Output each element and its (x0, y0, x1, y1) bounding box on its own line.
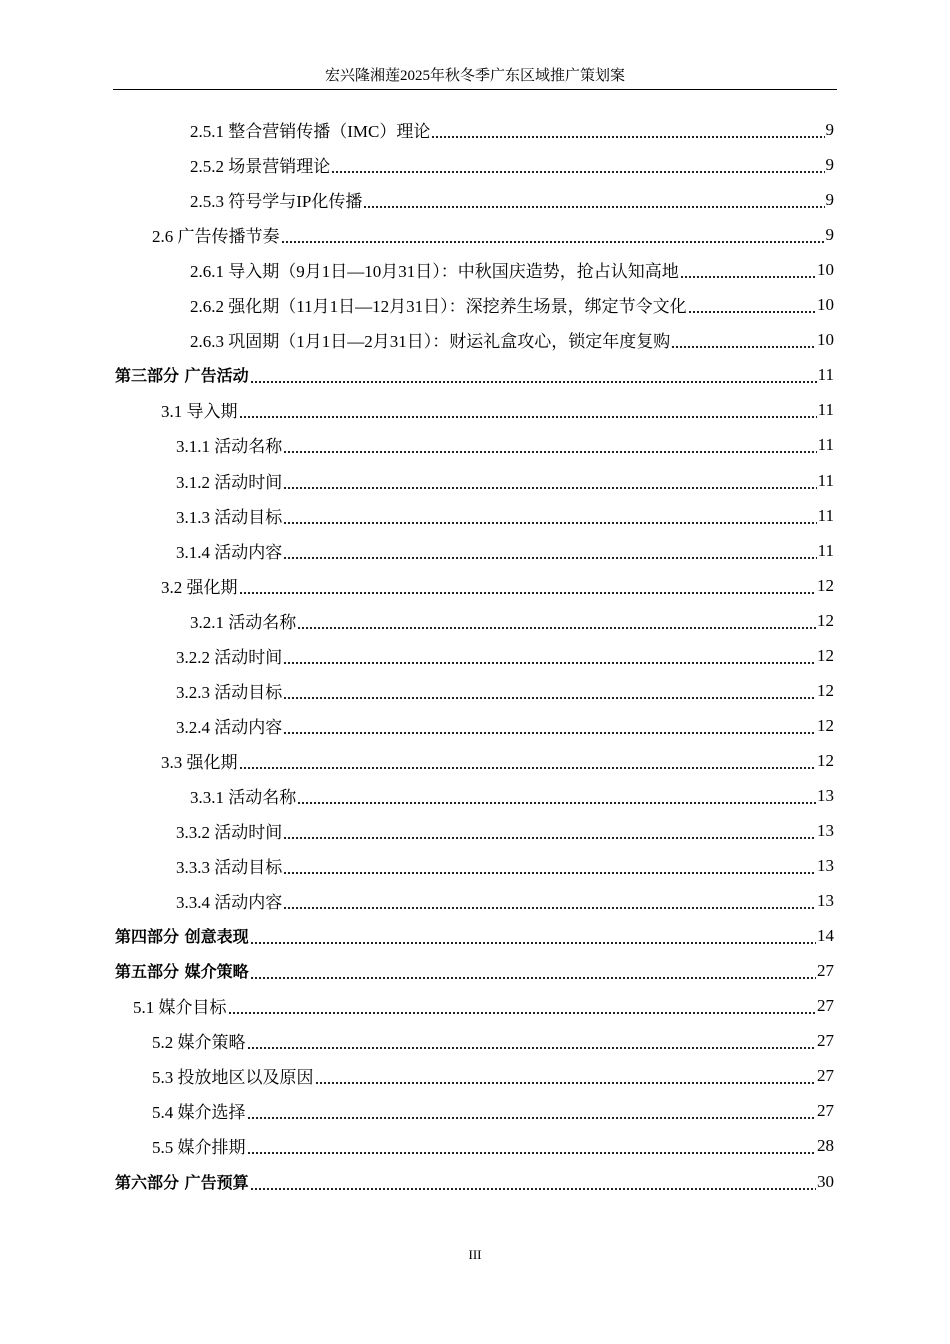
toc-dot-leader (250, 357, 817, 392)
toc-entry-page: 13 (817, 890, 834, 910)
toc-dot-leader (688, 287, 816, 322)
toc-entry-label: 2.6.1 导入期（9月1日—10月31日）：中秋国庆造势，抢占认知高地 (190, 262, 679, 281)
toc-entry-page: 9 (825, 189, 834, 209)
toc-entry-page: 27 (817, 1030, 834, 1050)
toc-entry[interactable] (176, 813, 834, 848)
page-number: III (468, 1247, 482, 1262)
toc-entry-label: 3.2.2 活动时间 (176, 648, 283, 667)
toc-dot-leader (283, 463, 816, 498)
toc-entry-page: 10 (817, 294, 834, 314)
toc-entry[interactable] (152, 1058, 834, 1093)
toc-dot-leader (283, 533, 816, 568)
toc-dot-leader (283, 427, 816, 462)
toc-entry-page: 10 (817, 329, 834, 349)
toc-entry[interactable] (190, 252, 834, 287)
toc-dot-leader (247, 1128, 817, 1163)
toc-dot-leader (297, 603, 816, 638)
toc-entry-label: 2.5.2 场景营销理论 (190, 157, 331, 176)
toc-entry-page: 11 (817, 399, 834, 419)
toc-entry[interactable] (176, 708, 834, 743)
toc-entry-page: 11 (817, 364, 834, 384)
toc-entry[interactable] (115, 953, 834, 988)
toc-entry[interactable] (133, 988, 834, 1023)
toc-entry-page: 12 (817, 750, 834, 770)
toc-entry-label: 5.5 媒介排期 (152, 1138, 246, 1157)
toc-entry-page: 27 (817, 1100, 834, 1120)
toc-entry-page: 27 (817, 995, 834, 1015)
toc-dot-leader (283, 848, 816, 883)
toc-entry[interactable] (115, 918, 834, 953)
toc-entry[interactable] (176, 848, 834, 883)
header-rule (113, 89, 837, 90)
toc-entry-label: 3.1.1 活动名称 (176, 437, 283, 456)
toc-entry-page: 12 (817, 715, 834, 735)
toc-entry[interactable] (161, 392, 834, 427)
toc-dot-leader (250, 918, 816, 953)
toc-dot-leader (250, 1164, 816, 1199)
toc-dot-leader (247, 1023, 817, 1058)
toc-entry-page: 12 (817, 680, 834, 700)
toc-dot-leader (315, 1058, 817, 1093)
toc-entry-page: 11 (817, 434, 834, 454)
toc-entry-page: 9 (825, 224, 834, 244)
toc-dot-leader (297, 778, 816, 813)
toc-entry-label: 第三部分 广告活动 (115, 366, 249, 385)
toc-entry-label: 第五部分 媒介策略 (115, 962, 249, 981)
toc-entry[interactable] (115, 357, 834, 392)
toc-entry[interactable] (152, 217, 834, 252)
toc-entry[interactable] (176, 533, 834, 568)
toc-entry-label: 2.5.3 符号学与IP化传播 (190, 192, 363, 211)
toc-entry-label: 2.6.3 巩固期（1月1日—2月31日）：财运礼盒攻心，锁定年度复购 (190, 332, 671, 351)
toc-entry-label: 3.2 强化期 (161, 578, 238, 597)
toc-entry-label: 3.2.4 活动内容 (176, 718, 283, 737)
toc-dot-leader (239, 568, 817, 603)
toc-entry-label: 第六部分 广告预算 (115, 1173, 249, 1192)
toc-entry-label: 3.3.1 活动名称 (190, 788, 297, 807)
toc-dot-leader (331, 147, 824, 182)
toc-entry[interactable] (190, 182, 834, 217)
toc-entry-page: 13 (817, 820, 834, 840)
toc-entry-page: 13 (817, 855, 834, 875)
toc-entry[interactable] (176, 498, 834, 533)
toc-entry-label: 5.3 投放地区以及原因 (152, 1068, 314, 1087)
toc-entry-label: 3.3.4 活动内容 (176, 893, 283, 912)
toc-entry-label: 2.6 广告传播节奏 (152, 227, 280, 246)
toc-dot-leader (680, 252, 816, 287)
toc-entry[interactable] (152, 1128, 834, 1163)
toc-entry-page: 12 (817, 610, 834, 630)
toc-entry[interactable] (161, 743, 834, 778)
toc-dot-leader (283, 498, 816, 533)
toc-entry[interactable] (190, 287, 834, 322)
toc-dot-leader (283, 813, 816, 848)
toc-entry[interactable] (176, 463, 834, 498)
toc-entry-page: 14 (817, 925, 834, 945)
page-header-title: 宏兴隆湘莲2025年秋冬季广东区域推广策划案 (324, 68, 625, 84)
toc-entry-page: 12 (817, 575, 834, 595)
toc-entry-label: 第四部分 创意表现 (115, 927, 249, 946)
toc-entry-label: 2.5.1 整合营销传播（IMC）理论 (190, 122, 431, 141)
toc-entry-page: 9 (825, 154, 834, 174)
toc-dot-leader (283, 708, 816, 743)
toc-dot-leader (283, 638, 816, 673)
toc-entry[interactable] (152, 1093, 834, 1128)
toc-entry[interactable] (176, 638, 834, 673)
toc-dot-leader (250, 953, 816, 988)
toc-entry[interactable] (176, 883, 834, 918)
toc-entry-page: 28 (817, 1135, 834, 1155)
toc-entry-label: 3.1 导入期 (161, 402, 238, 421)
toc-dot-leader (239, 743, 817, 778)
toc-dot-leader (247, 1093, 817, 1128)
toc-entry-page: 30 (817, 1171, 834, 1191)
toc-dot-leader (671, 322, 816, 357)
toc-entry-label: 3.3 强化期 (161, 753, 238, 772)
toc-entry[interactable] (161, 568, 834, 603)
toc-entry[interactable] (190, 778, 834, 813)
toc-entry-label: 3.1.2 活动时间 (176, 473, 283, 492)
toc-dot-leader (283, 883, 816, 918)
toc-entry-label: 3.2.1 活动名称 (190, 613, 297, 632)
toc-entry-page: 11 (817, 540, 834, 560)
toc-entry-page: 11 (817, 470, 834, 490)
toc-entry-label: 5.1 媒介目标 (133, 998, 227, 1017)
toc-entry-label: 2.6.2 强化期（11月1日—12月31日）：深挖养生场景，绑定节令文化 (190, 297, 687, 316)
toc-entry[interactable] (176, 427, 834, 462)
toc-entry-label: 3.3.3 活动目标 (176, 858, 283, 877)
toc-entry-label: 3.2.3 活动目标 (176, 683, 283, 702)
toc-entry-page: 13 (817, 785, 834, 805)
toc-dot-leader (281, 217, 825, 252)
toc-entry[interactable] (176, 673, 834, 708)
toc-entry[interactable] (190, 322, 834, 357)
toc-dot-leader (228, 988, 817, 1023)
toc-dot-leader (431, 112, 824, 147)
toc-entry-page: 27 (817, 960, 834, 980)
toc-entry[interactable] (190, 112, 834, 147)
toc-dot-leader (283, 673, 816, 708)
toc-entry-page: 9 (825, 119, 834, 139)
toc-entry-page: 11 (817, 505, 834, 525)
toc-entry[interactable] (115, 1164, 834, 1199)
toc-entry-label: 5.2 媒介策略 (152, 1033, 246, 1052)
toc-entry[interactable] (190, 147, 834, 182)
toc-dot-leader (239, 392, 817, 427)
toc-entry-label: 5.4 媒介选择 (152, 1103, 246, 1122)
toc-entry-label: 3.1.3 活动目标 (176, 508, 283, 527)
toc-entry-page: 27 (817, 1065, 834, 1085)
toc-dot-leader (363, 182, 824, 217)
toc-entry-label: 3.1.4 活动内容 (176, 543, 283, 562)
toc-entry[interactable] (190, 603, 834, 638)
toc-entry-label: 3.3.2 活动时间 (176, 823, 283, 842)
toc-entry-page: 12 (817, 645, 834, 665)
toc-entry-page: 10 (817, 259, 834, 279)
toc-entry[interactable] (152, 1023, 834, 1058)
